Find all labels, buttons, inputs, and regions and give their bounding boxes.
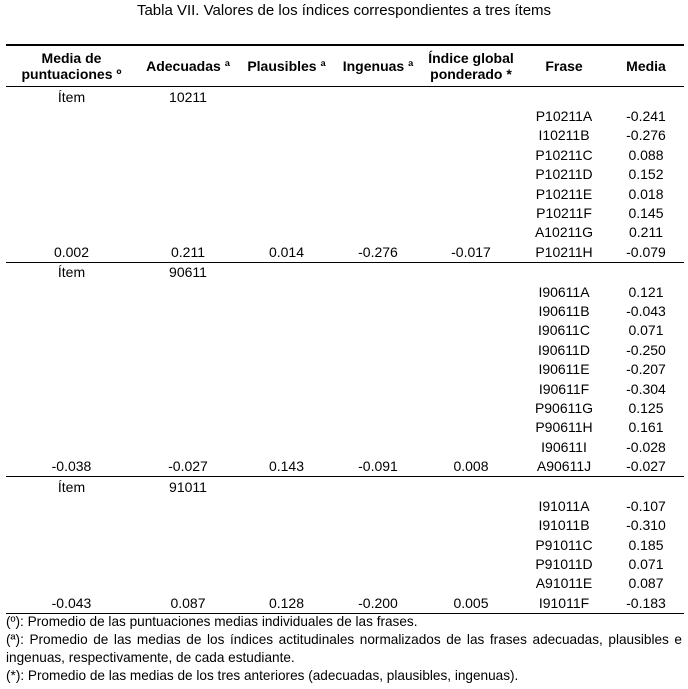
summary-plausibles: 0.128 bbox=[239, 593, 334, 613]
empty-cell bbox=[6, 223, 137, 242]
phrase-row bbox=[6, 418, 684, 437]
empty-cell bbox=[6, 301, 137, 320]
empty-cell bbox=[422, 126, 520, 145]
empty-cell bbox=[422, 223, 520, 242]
phrase-code: A10211G bbox=[534, 224, 594, 241]
empty-cell bbox=[422, 165, 520, 184]
phrase-media: -0.027 bbox=[608, 456, 684, 476]
empty-cell bbox=[239, 262, 334, 282]
phrase-row bbox=[6, 282, 684, 301]
empty-cell bbox=[6, 535, 137, 554]
summary-indice: -0.017 bbox=[422, 242, 520, 262]
phrase-code: I90611E bbox=[538, 361, 590, 378]
header-indice-line1: Índice global bbox=[428, 50, 514, 66]
phrase-media: -0.079 bbox=[608, 242, 684, 262]
empty-cell bbox=[137, 301, 239, 320]
header-plausibles: Plausibles ª bbox=[239, 45, 334, 87]
empty-cell bbox=[422, 184, 520, 203]
phrase-row bbox=[6, 242, 684, 262]
summary-ingenuas: -0.276 bbox=[334, 242, 422, 262]
empty-cell bbox=[334, 184, 422, 203]
empty-cell bbox=[137, 165, 239, 184]
empty-cell bbox=[334, 554, 422, 573]
empty-cell bbox=[334, 223, 422, 242]
phrase-row bbox=[6, 106, 684, 125]
header-indice-global bbox=[422, 45, 520, 87]
phrase-code: P10211H bbox=[520, 242, 608, 262]
phrase-row bbox=[6, 516, 684, 535]
empty-cell bbox=[334, 418, 422, 437]
empty-cell bbox=[608, 87, 684, 107]
empty-cell bbox=[334, 535, 422, 554]
header-row bbox=[6, 45, 684, 87]
empty-cell bbox=[334, 437, 422, 456]
empty-cell bbox=[334, 398, 422, 417]
empty-cell bbox=[422, 340, 520, 359]
empty-cell bbox=[6, 282, 137, 301]
phrase-code: P10211D bbox=[535, 166, 593, 183]
empty-cell bbox=[422, 437, 520, 456]
empty-cell bbox=[137, 516, 239, 535]
item-label: Ítem bbox=[57, 264, 86, 281]
empty-cell bbox=[520, 476, 608, 496]
phrase-row bbox=[6, 145, 684, 164]
phrase-row bbox=[6, 359, 684, 378]
empty-cell bbox=[137, 184, 239, 203]
empty-cell bbox=[239, 282, 334, 301]
phrase-code: P10211A bbox=[535, 108, 593, 125]
empty-cell bbox=[239, 145, 334, 164]
empty-cell bbox=[608, 476, 684, 496]
empty-cell bbox=[334, 126, 422, 145]
empty-cell bbox=[334, 203, 422, 222]
empty-cell bbox=[137, 359, 239, 378]
footnote-degree: (º): Promedio de las puntuaciones medias individuales de las frases. bbox=[6, 614, 418, 629]
empty-cell bbox=[239, 516, 334, 535]
item-row bbox=[6, 87, 684, 107]
phrase-media: 0.018 bbox=[628, 185, 664, 202]
footnote-asterisk: (*): Promedio de las medias de los tres anteriores (adecuadas, plausibles, ingenuas). bbox=[6, 668, 519, 683]
empty-cell bbox=[334, 574, 422, 593]
empty-cell bbox=[6, 398, 137, 417]
empty-cell bbox=[137, 554, 239, 573]
empty-cell bbox=[334, 359, 422, 378]
empty-cell bbox=[6, 516, 137, 535]
empty-cell bbox=[520, 262, 608, 282]
empty-cell bbox=[334, 516, 422, 535]
phrase-code: P10211F bbox=[536, 205, 592, 222]
empty-cell bbox=[422, 496, 520, 515]
empty-cell bbox=[422, 87, 520, 107]
empty-cell bbox=[422, 574, 520, 593]
phrase-code: I90611A bbox=[538, 283, 590, 300]
phrase-row bbox=[6, 496, 684, 515]
phrase-code: I91011A bbox=[538, 497, 590, 514]
phrase-row bbox=[6, 126, 684, 145]
empty-cell bbox=[137, 418, 239, 437]
item-code: 90611 bbox=[169, 264, 207, 281]
phrase-media: 0.152 bbox=[628, 166, 664, 183]
phrase-code: I90611D bbox=[538, 341, 590, 358]
empty-cell bbox=[334, 496, 422, 515]
phrase-code: A90611J bbox=[520, 456, 608, 476]
empty-cell bbox=[239, 321, 334, 340]
empty-cell bbox=[239, 106, 334, 125]
empty-cell bbox=[422, 359, 520, 378]
empty-cell bbox=[422, 321, 520, 340]
empty-cell bbox=[422, 145, 520, 164]
summary-ingenuas: -0.091 bbox=[334, 456, 422, 476]
item-code: 10211 bbox=[169, 88, 207, 105]
phrase-row bbox=[6, 535, 684, 554]
empty-cell bbox=[239, 398, 334, 417]
item-row bbox=[6, 262, 684, 282]
empty-cell bbox=[422, 516, 520, 535]
summary-media-puntuaciones: -0.038 bbox=[6, 456, 137, 476]
table-body bbox=[6, 87, 684, 614]
phrase-code: P90611G bbox=[534, 399, 594, 416]
header-media-puntuaciones-line2: puntuaciones º bbox=[21, 66, 122, 82]
empty-cell bbox=[137, 535, 239, 554]
phrase-code: P91011C bbox=[535, 536, 593, 553]
empty-cell bbox=[334, 87, 422, 107]
table-title: Tabla VII. Valores de los índices correspondientes a tres ítems bbox=[136, 2, 552, 19]
empty-cell bbox=[334, 282, 422, 301]
phrase-media: -0.183 bbox=[608, 593, 684, 613]
empty-cell bbox=[239, 126, 334, 145]
phrase-row bbox=[6, 456, 684, 476]
phrase-row bbox=[6, 321, 684, 340]
empty-cell bbox=[239, 184, 334, 203]
empty-cell bbox=[6, 203, 137, 222]
empty-cell bbox=[334, 340, 422, 359]
empty-cell bbox=[6, 359, 137, 378]
empty-cell bbox=[137, 203, 239, 222]
empty-cell bbox=[239, 574, 334, 593]
phrase-media: 0.087 bbox=[628, 575, 664, 592]
phrase-media: -0.304 bbox=[626, 380, 666, 397]
empty-cell bbox=[137, 126, 239, 145]
summary-adecuadas: -0.027 bbox=[137, 456, 239, 476]
empty-cell bbox=[137, 106, 239, 125]
phrase-media: -0.241 bbox=[626, 108, 666, 125]
phrase-row bbox=[6, 437, 684, 456]
summary-media-puntuaciones: -0.043 bbox=[6, 593, 137, 613]
empty-cell bbox=[239, 476, 334, 496]
empty-cell bbox=[137, 223, 239, 242]
phrase-media: -0.028 bbox=[626, 438, 666, 455]
item-row bbox=[6, 476, 684, 496]
header-ingenuas: Ingenuas ª bbox=[334, 45, 422, 87]
phrase-row bbox=[6, 223, 684, 242]
empty-cell bbox=[239, 87, 334, 107]
phrase-media: 0.211 bbox=[629, 224, 663, 241]
summary-adecuadas: 0.211 bbox=[137, 242, 239, 262]
phrase-row bbox=[6, 184, 684, 203]
empty-cell bbox=[422, 262, 520, 282]
empty-cell bbox=[6, 126, 137, 145]
phrase-media: 0.185 bbox=[628, 536, 664, 553]
summary-plausibles: 0.014 bbox=[239, 242, 334, 262]
phrase-code: A91011E bbox=[535, 575, 593, 592]
phrase-code: P10211E bbox=[535, 185, 593, 202]
item-label: Ítem bbox=[57, 478, 86, 495]
empty-cell bbox=[422, 106, 520, 125]
empty-cell bbox=[6, 496, 137, 515]
phrase-row bbox=[6, 165, 684, 184]
empty-cell bbox=[422, 535, 520, 554]
empty-cell bbox=[6, 379, 137, 398]
phrase-row bbox=[6, 398, 684, 417]
empty-cell bbox=[6, 145, 137, 164]
empty-cell bbox=[6, 165, 137, 184]
empty-cell bbox=[520, 87, 608, 107]
item-label: Ítem bbox=[57, 88, 86, 105]
phrase-code: I91011B bbox=[538, 517, 590, 534]
phrase-media: -0.043 bbox=[626, 302, 666, 319]
empty-cell bbox=[6, 554, 137, 573]
phrase-code: P91011D bbox=[535, 556, 593, 573]
summary-indice: 0.008 bbox=[422, 456, 520, 476]
empty-cell bbox=[334, 262, 422, 282]
phrase-code: I91011F bbox=[520, 593, 608, 613]
footnote-ordinal: (ª): Promedio de las medias de los índices actitudinales normalizados de las frases adecuadas, plausibles e ingenuas, respectivamente, de cada estudiante. bbox=[6, 632, 682, 665]
empty-cell bbox=[334, 321, 422, 340]
empty-cell bbox=[334, 379, 422, 398]
empty-cell bbox=[137, 379, 239, 398]
phrase-row bbox=[6, 593, 684, 613]
phrase-media: -0.207 bbox=[626, 361, 666, 378]
empty-cell bbox=[239, 203, 334, 222]
header-media: Media bbox=[608, 45, 684, 87]
empty-cell bbox=[239, 223, 334, 242]
header-frase: Frase bbox=[520, 45, 608, 87]
phrase-media: 0.071 bbox=[628, 556, 664, 573]
empty-cell bbox=[6, 321, 137, 340]
phrase-media: -0.250 bbox=[626, 341, 666, 358]
phrase-row bbox=[6, 554, 684, 573]
empty-cell bbox=[239, 340, 334, 359]
phrase-media: -0.107 bbox=[626, 497, 666, 514]
empty-cell bbox=[334, 476, 422, 496]
empty-cell bbox=[422, 476, 520, 496]
empty-cell bbox=[137, 145, 239, 164]
phrase-code: I90611B bbox=[538, 302, 590, 319]
values-table bbox=[6, 44, 684, 614]
phrase-code: P90611H bbox=[535, 419, 593, 436]
phrase-media: 0.125 bbox=[628, 399, 664, 416]
empty-cell bbox=[334, 165, 422, 184]
header-indice-line2: ponderado * bbox=[430, 66, 512, 82]
phrase-row bbox=[6, 340, 684, 359]
header-media-puntuaciones-line1: Media de bbox=[41, 50, 102, 66]
phrase-media: 0.145 bbox=[628, 205, 664, 222]
empty-cell bbox=[422, 554, 520, 573]
empty-cell bbox=[422, 379, 520, 398]
phrase-row bbox=[6, 203, 684, 222]
empty-cell bbox=[239, 359, 334, 378]
empty-cell bbox=[422, 203, 520, 222]
summary-ingenuas: -0.200 bbox=[334, 593, 422, 613]
header-adecuadas: Adecuadas ª bbox=[137, 45, 239, 87]
empty-cell bbox=[334, 106, 422, 125]
empty-cell bbox=[239, 535, 334, 554]
summary-plausibles: 0.143 bbox=[239, 456, 334, 476]
empty-cell bbox=[6, 418, 137, 437]
footnotes bbox=[6, 613, 682, 685]
empty-cell bbox=[6, 106, 137, 125]
summary-adecuadas: 0.087 bbox=[137, 593, 239, 613]
empty-cell bbox=[334, 301, 422, 320]
summary-indice: 0.005 bbox=[422, 593, 520, 613]
empty-cell bbox=[6, 574, 137, 593]
phrase-code: P10211C bbox=[535, 146, 593, 163]
empty-cell bbox=[239, 554, 334, 573]
phrase-row bbox=[6, 301, 684, 320]
empty-cell bbox=[422, 301, 520, 320]
empty-cell bbox=[137, 496, 239, 515]
empty-cell bbox=[6, 340, 137, 359]
empty-cell bbox=[422, 282, 520, 301]
empty-cell bbox=[239, 301, 334, 320]
empty-cell bbox=[6, 184, 137, 203]
phrase-code: I90611C bbox=[538, 322, 590, 339]
empty-cell bbox=[137, 282, 239, 301]
phrase-code: I10211B bbox=[538, 127, 590, 144]
phrase-media: 0.121 bbox=[628, 283, 664, 300]
phrase-code: I90611F bbox=[538, 380, 590, 397]
empty-cell bbox=[137, 340, 239, 359]
phrase-row bbox=[6, 574, 684, 593]
summary-media-puntuaciones: 0.002 bbox=[6, 242, 137, 262]
empty-cell bbox=[334, 145, 422, 164]
empty-cell bbox=[239, 418, 334, 437]
empty-cell bbox=[137, 574, 239, 593]
empty-cell bbox=[239, 437, 334, 456]
empty-cell bbox=[239, 165, 334, 184]
header-media-puntuaciones bbox=[6, 45, 137, 87]
item-code: 91011 bbox=[169, 478, 207, 495]
empty-cell bbox=[422, 418, 520, 437]
phrase-row bbox=[6, 379, 684, 398]
phrase-media: -0.310 bbox=[626, 517, 666, 534]
empty-cell bbox=[239, 379, 334, 398]
phrase-media: 0.088 bbox=[628, 146, 664, 163]
empty-cell bbox=[422, 398, 520, 417]
empty-cell bbox=[137, 398, 239, 417]
empty-cell bbox=[6, 437, 137, 456]
phrase-media: 0.071 bbox=[628, 322, 664, 339]
empty-cell bbox=[608, 262, 684, 282]
empty-cell bbox=[137, 437, 239, 456]
empty-cell bbox=[239, 496, 334, 515]
phrase-media: -0.276 bbox=[626, 127, 666, 144]
empty-cell bbox=[137, 321, 239, 340]
phrase-code: I90611I bbox=[541, 438, 587, 455]
phrase-media: 0.161 bbox=[628, 419, 664, 436]
